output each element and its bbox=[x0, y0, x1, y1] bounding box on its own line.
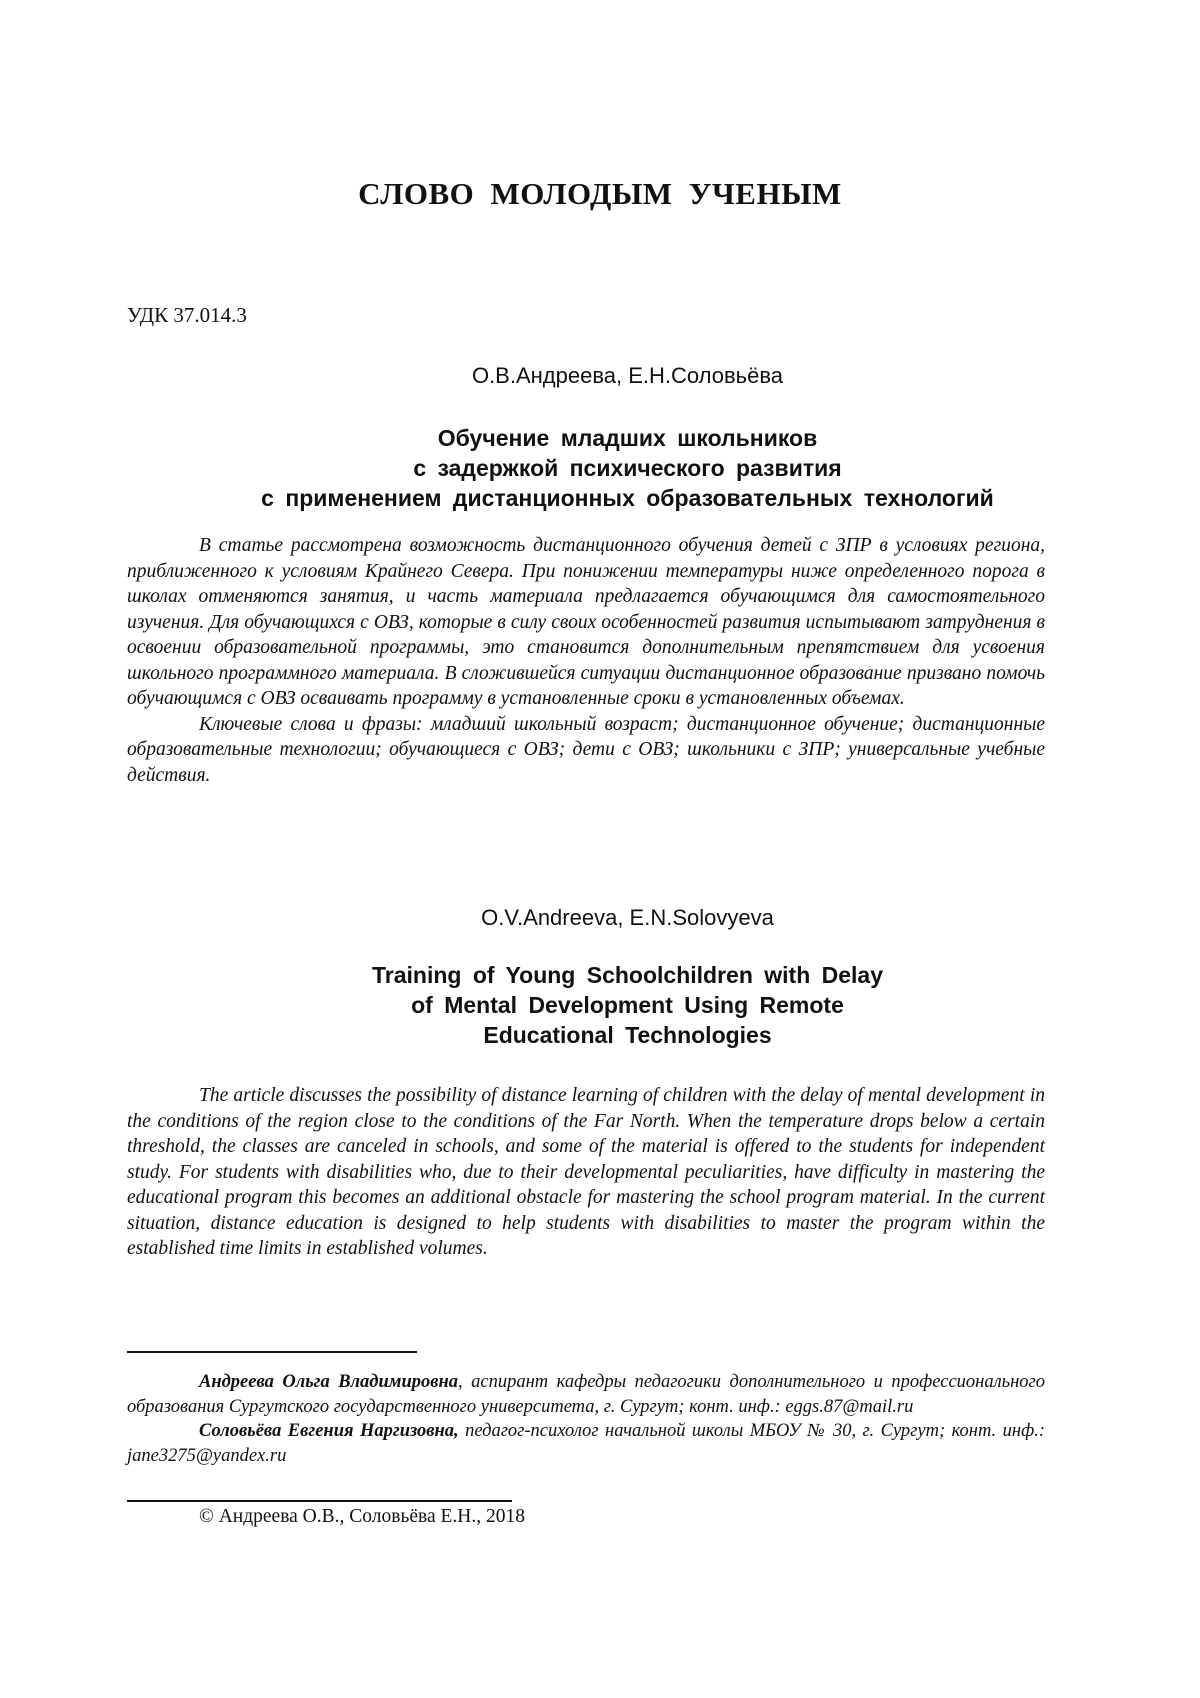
footnote-author-2 bbox=[127, 1419, 1045, 1468]
title-line: Training of Young Schoolchildren with Delay bbox=[371, 962, 884, 988]
author-name: Соловьёва Евгения Наргизовна, bbox=[199, 1421, 459, 1441]
title-line: с задержкой психического развития bbox=[413, 455, 842, 481]
abstract-paragraph: The article discusses the possibility of distance learning of children with the delay of mental development in the conditions of the region close to the conditions of the Far North. When the temperature drops below a certain threshold, the classes are canceled in schools, and some of the material is offered to the students for independent study. For students with disabilities who, due to their developmental peculiarities, have difficulty in mastering the educational program this becomes an additional obstacle for mastering the school program material. In the current situation, distance education is designed to help students with disabilities to master the program within the established time limits in established volumes. bbox=[127, 1085, 1045, 1259]
article-title-english bbox=[0, 960, 1200, 1050]
article-title-russian bbox=[0, 423, 1200, 513]
title-line: of Mental Development Using Remote bbox=[411, 992, 844, 1018]
authors-english: O.V.Andreeva, E.N.Solovyeva bbox=[481, 905, 774, 930]
author-name: Андреева Ольга Владимировна bbox=[199, 1372, 459, 1392]
footnote-author-1 bbox=[127, 1370, 1045, 1419]
section-heading: СЛОВО МОЛОДЫМ УЧЕНЫМ bbox=[358, 176, 842, 211]
author-info: , аспирант кафедры педагогики дополнительного и профессионального образования Сургутского государственного университета, г. Сургут; конт. инф.: eggs.87@mail.ru bbox=[127, 1372, 1045, 1417]
udk-code: УДК 37.014.3 bbox=[127, 303, 247, 327]
title-line: Обучение младших школьников bbox=[437, 425, 818, 451]
footnotes bbox=[127, 1370, 1045, 1468]
authors-russian: О.В.Андреева, Е.Н.Соловьёва bbox=[471, 363, 784, 388]
copyright-notice: © Андреева О.В., Соловьёва Е.Н., 2018 bbox=[199, 1506, 525, 1527]
abstract-english bbox=[127, 1083, 1045, 1262]
keywords-paragraph: Ключевые слова и фразы: младший школьный возраст; дистанционное обучение; дистанционные образовательные технологии; обучающиеся с ОВЗ; дети с ОВЗ; школьники с ЗПР; универсальные учебные действия. bbox=[127, 713, 1045, 786]
title-line: Educational Technologies bbox=[483, 1022, 772, 1048]
title-line: с применением дистанционных образовательных технологий bbox=[261, 485, 994, 511]
copyright-divider bbox=[127, 1500, 512, 1502]
footnote-divider bbox=[127, 1351, 417, 1353]
abstract-russian bbox=[127, 533, 1045, 788]
abstract-paragraph: В статье рассмотрена возможность дистанционного обучения детей с ЗПР в условиях региона, приближенного к условиям Крайнего Севера. При понижении температуры ниже определенного порога в школах отменяются занятия, и часть материала предлагается обучающимся для самостоятельного изучения. Для обучающихся с ОВЗ, которые в силу своих особенностей развития испытывают затруднения в освоении образовательной программы, это становится дополнительным препятствием для усвоения школьного программного материала. В сложившейся ситуации дистанционное образование призвано помочь обучающимся с ОВЗ осваивать программу в установленные сроки в установленных объемах. bbox=[127, 535, 1045, 709]
author-info: педагог-психолог начальной школы МБОУ № 30, г. Сургут; конт. инф.: jane3275@yandex.ru bbox=[127, 1421, 1045, 1466]
